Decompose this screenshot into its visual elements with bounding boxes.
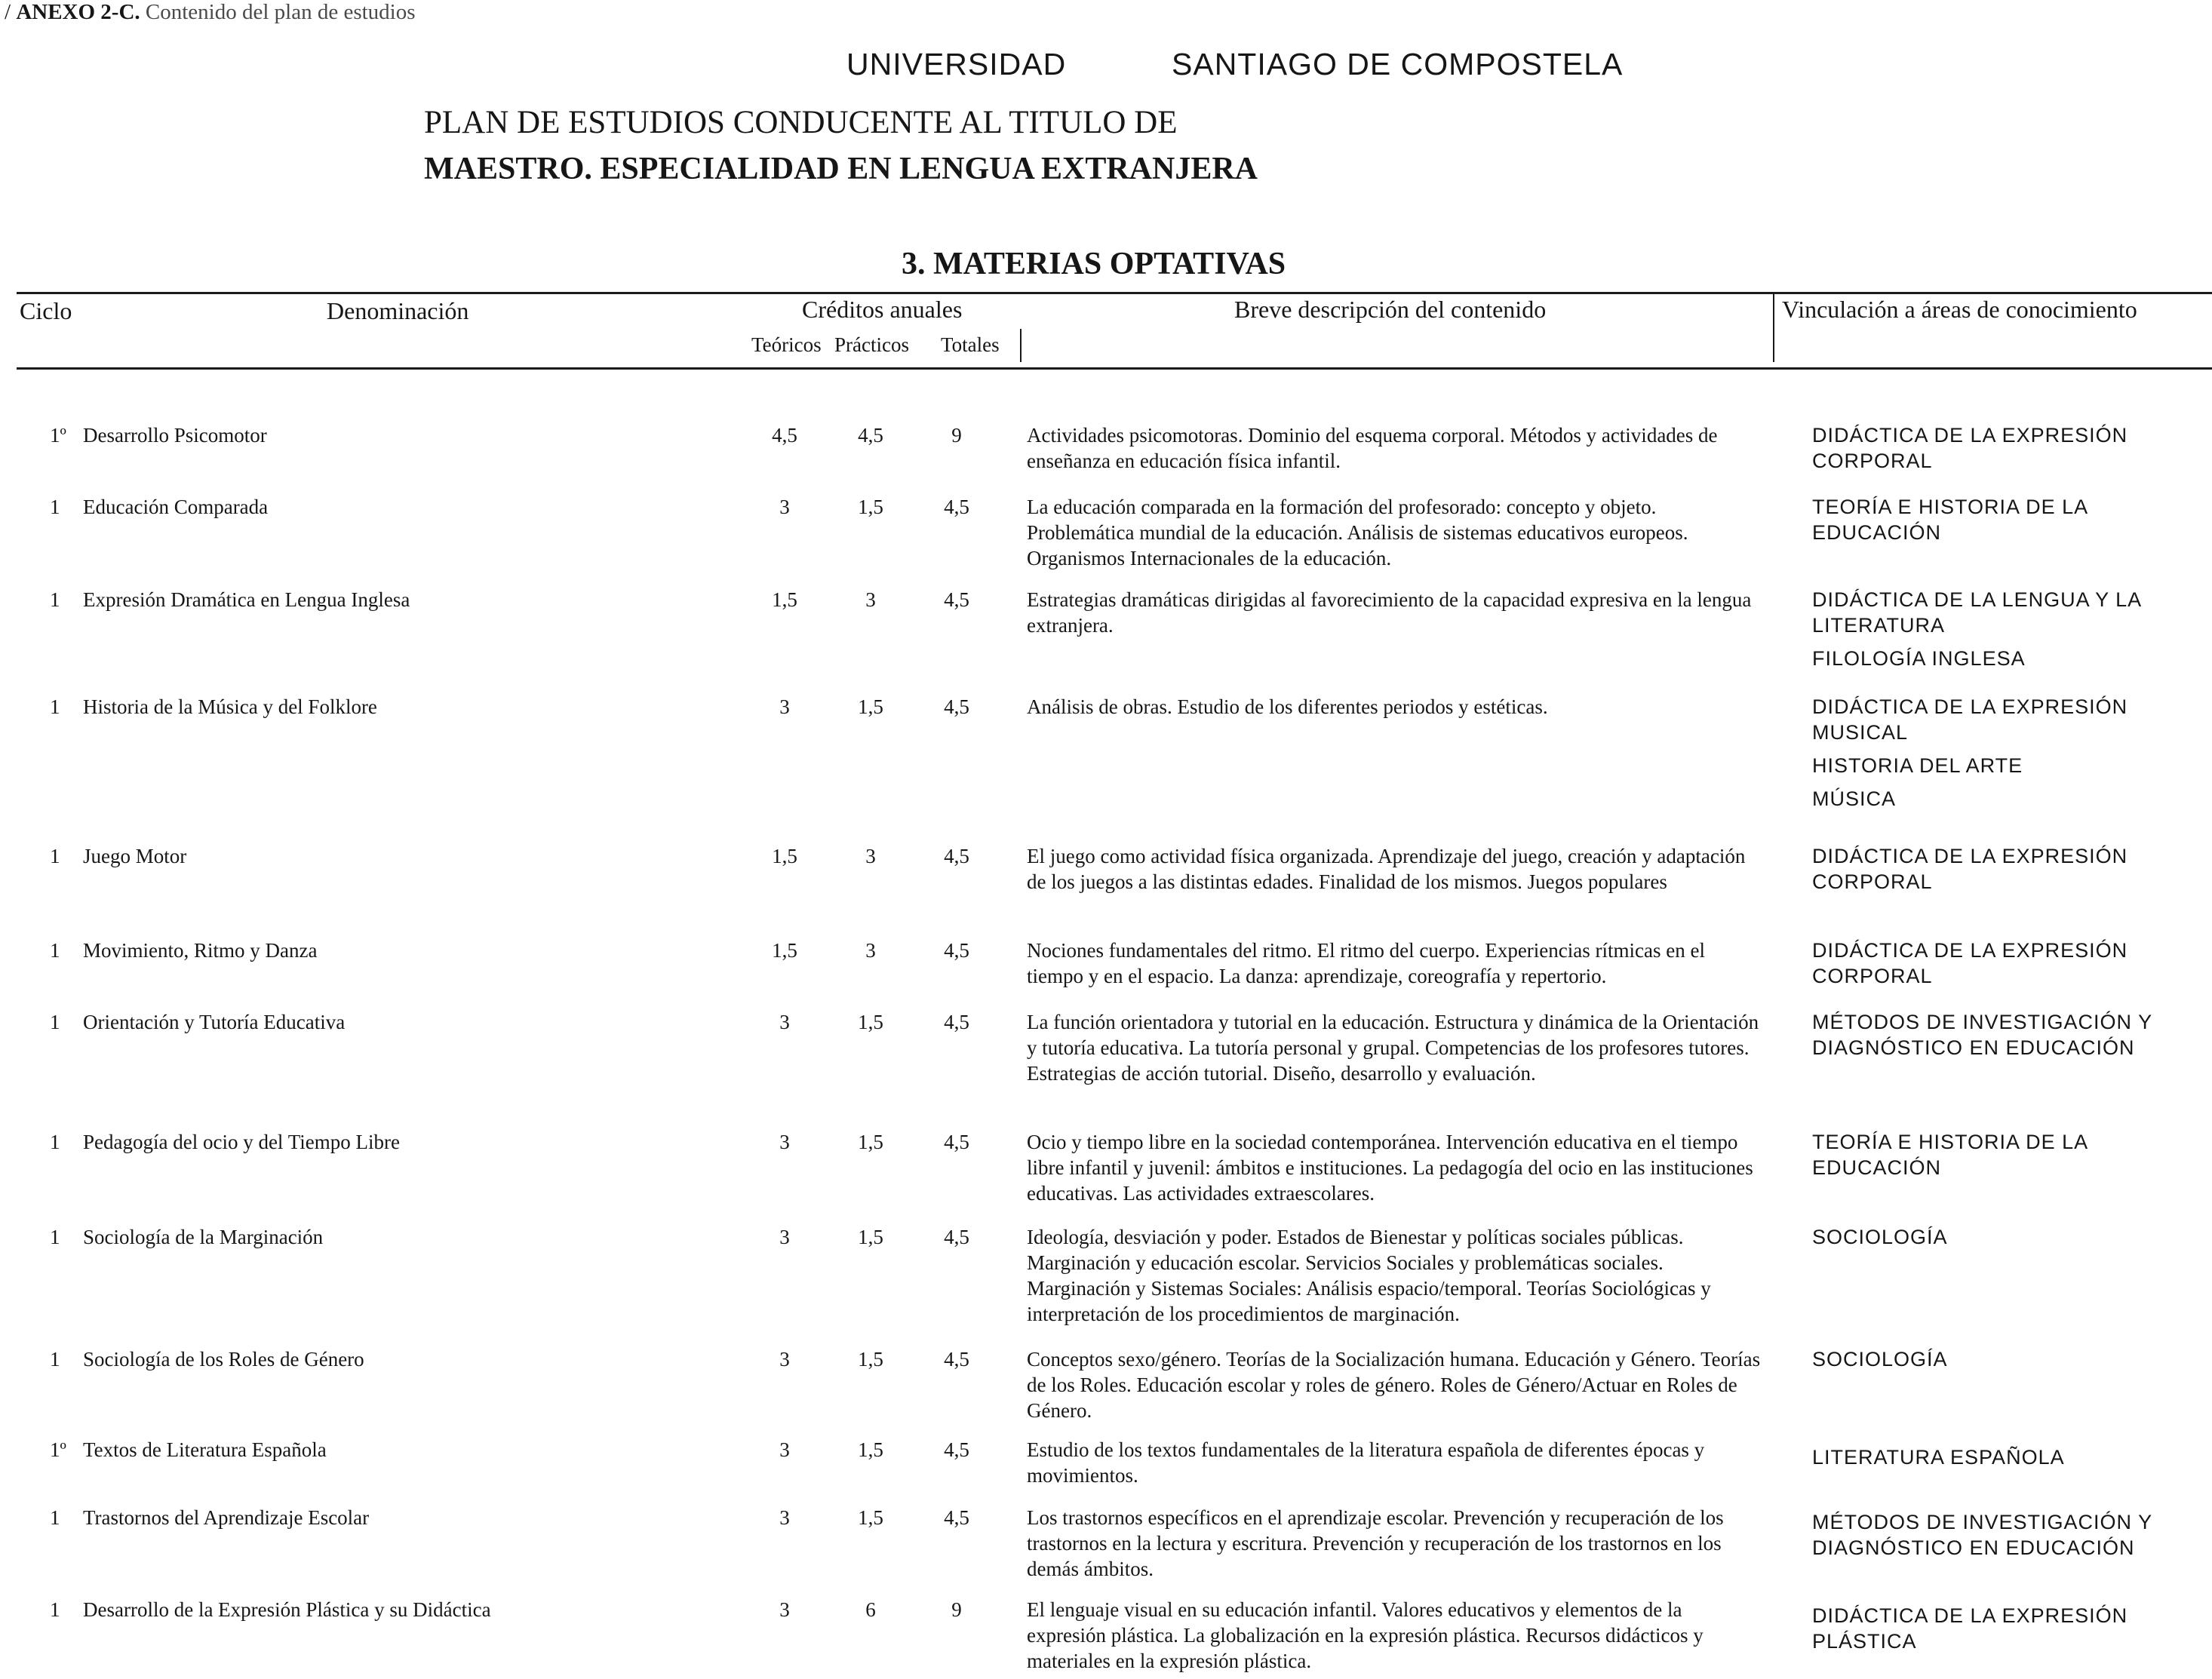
col-header-vinculacion: Vinculación a áreas de conocimiento bbox=[1782, 296, 2137, 323]
ciclo-cell: 1º bbox=[50, 1438, 66, 1461]
practice-credits: 1,5 bbox=[858, 1131, 883, 1153]
ciclo-cell: 1 bbox=[50, 496, 60, 518]
knowledge-area: DIDÁCTICA DE LA EXPRESIÓN CORPORAL bbox=[1812, 424, 2128, 472]
col-header-descripcion: Breve descripción del contenido bbox=[1234, 296, 1547, 323]
course-description: Nociones fundamentales del ritmo. El ritmo del cuerpo. Experiencias rítmicas en el tiempo y en el espacio. La danza: aprendizaje, coreografía y repertorio. bbox=[1027, 939, 1705, 987]
total-credits: 4,5 bbox=[944, 496, 969, 518]
course-description: El lenguaje visual en su educación infantil. Valores educativos y elementos de la expresión plástica. La globalización en la expresión plástica. Recursos didácticos y materiales en la expresión plástica. bbox=[1027, 1598, 1704, 1672]
theory-credits: 1,5 bbox=[772, 845, 797, 867]
practice-credits: 1,5 bbox=[858, 1506, 883, 1529]
knowledge-areas bbox=[1812, 1444, 2204, 1478]
col-header-totales: Totales bbox=[941, 333, 1000, 356]
practice-credits: 1,5 bbox=[858, 1226, 883, 1248]
theory-credits: 3 bbox=[779, 1506, 790, 1529]
course-name: Trastornos del Aprendizaje Escolar bbox=[83, 1506, 370, 1529]
theory-credits: 3 bbox=[779, 1131, 790, 1153]
theory-credits: 1,5 bbox=[772, 588, 797, 611]
total-credits: 4,5 bbox=[944, 1506, 969, 1529]
university-label: UNIVERSIDAD bbox=[846, 47, 1067, 81]
university-name: SANTIAGO DE COMPOSTELA bbox=[1172, 47, 1624, 81]
ciclo-cell: 1 bbox=[50, 845, 60, 867]
table-header-rule bbox=[17, 367, 2212, 370]
total-credits: 4,5 bbox=[944, 939, 969, 962]
ciclo-cell: 1 bbox=[50, 939, 60, 962]
practice-credits: 3 bbox=[865, 845, 876, 867]
course-description: Actividades psicomotoras. Dominio del esquema corporal. Métodos y actividades de enseñanza en educación física infantil. bbox=[1027, 424, 1718, 472]
knowledge-area: FILOLOGÍA INGLESA bbox=[1812, 647, 2026, 670]
header-divider bbox=[1020, 329, 1022, 362]
knowledge-areas bbox=[1812, 694, 2204, 819]
total-credits: 9 bbox=[951, 1598, 962, 1621]
section-title: 3. MATERIAS OPTATIVAS bbox=[902, 247, 1286, 281]
knowledge-area: TEORÍA E HISTORIA DE LA EDUCACIÓN bbox=[1812, 496, 2088, 544]
course-name: Expresión Dramática en Lengua Inglesa bbox=[83, 588, 410, 611]
knowledge-area: TEORÍA E HISTORIA DE LA EDUCACIÓN bbox=[1812, 1131, 2088, 1179]
theory-credits: 3 bbox=[779, 496, 790, 518]
knowledge-area: DIDÁCTICA DE LA EXPRESIÓN CORPORAL bbox=[1812, 939, 2128, 987]
annex-number: ANEXO 2-C. bbox=[16, 0, 140, 24]
practice-credits: 3 bbox=[865, 588, 876, 611]
theory-credits: 3 bbox=[779, 1011, 790, 1033]
col-header-practicos: Prácticos bbox=[834, 333, 909, 356]
course-description: El juego como actividad física organizada. Aprendizaje del juego, creación y adaptación de los juegos a las distintas edades. Finalidad de los mismos. Juegos populares bbox=[1027, 845, 1746, 893]
theory-credits: 1,5 bbox=[772, 939, 797, 962]
course-name: Historia de la Música y del Folklore bbox=[83, 695, 377, 718]
course-name: Desarrollo Psicomotor bbox=[83, 424, 267, 447]
total-credits: 4,5 bbox=[944, 1438, 969, 1461]
knowledge-area: DIDÁCTICA DE LA EXPRESIÓN MUSICAL bbox=[1812, 695, 2128, 744]
knowledge-areas bbox=[1812, 422, 2204, 481]
knowledge-area: SOCIOLOGÍA bbox=[1812, 1226, 1948, 1248]
total-credits: 4,5 bbox=[944, 588, 969, 611]
col-header-denominacion: Denominación bbox=[327, 297, 469, 324]
knowledge-area: SOCIOLOGÍA bbox=[1812, 1348, 1948, 1371]
knowledge-areas bbox=[1812, 1224, 2204, 1257]
ciclo-cell: 1º bbox=[50, 424, 66, 447]
course-description: Ideología, desviación y poder. Estados de Bienestar y políticas sociales públicas. Marginación y educación escolar. Servicios Sociales y problemáticas sociales. Marginación y Sistemas Sociales: Análisis espacio/temporal. Teorías Sociológicas y interpretación de los procedimientos de marginación. bbox=[1027, 1226, 1711, 1325]
course-description: Los trastornos específicos en el aprendizaje escolar. Prevención y recuperación de los trastornos en la lectura y escritura. Prevención y recuperación de los trastornos en los demás ámbitos. bbox=[1027, 1506, 1724, 1580]
course-description: Estudio de los textos fundamentales de la literatura española de diferentes épocas y movimientos. bbox=[1027, 1438, 1705, 1487]
course-name: Pedagogía del ocio y del Tiempo Libre bbox=[83, 1131, 400, 1153]
total-credits: 4,5 bbox=[944, 1131, 969, 1153]
annex-heading: / ANEXO 2-C. Contenido del plan de estudios bbox=[5, 0, 416, 24]
course-name: Movimiento, Ritmo y Danza bbox=[83, 939, 318, 962]
course-description: Conceptos sexo/género. Teorías de la Socialización humana. Educación y Género. Teorías de los Roles. Educación escolar y roles de género. Roles de Género/Actuar en Roles de Género. bbox=[1027, 1348, 1761, 1422]
ciclo-cell: 1 bbox=[50, 695, 60, 718]
course-name: Textos de Literatura Española bbox=[83, 1438, 327, 1461]
ciclo-cell: 1 bbox=[50, 588, 60, 611]
annex-title: Contenido del plan de estudios bbox=[145, 0, 416, 24]
knowledge-area: DIDÁCTICA DE LA LENGUA Y LA LITERATURA bbox=[1812, 588, 2141, 637]
ciclo-cell: 1 bbox=[50, 1506, 60, 1529]
knowledge-areas bbox=[1812, 1509, 2204, 1568]
course-description: Ocio y tiempo libre en la sociedad contemporánea. Intervención educativa en el tiempo libre infantil y juvenil: ámbitos e instituciones. La pedagogía del ocio en las instituciones educativas. Las actividades extraescolares. bbox=[1027, 1131, 1753, 1205]
practice-credits: 6 bbox=[865, 1598, 876, 1621]
course-name: Educación Comparada bbox=[83, 496, 269, 518]
total-credits: 4,5 bbox=[944, 695, 969, 718]
total-credits: 9 bbox=[951, 424, 962, 447]
knowledge-area: DIDÁCTICA DE LA EXPRESIÓN CORPORAL bbox=[1812, 845, 2128, 893]
course-name: Sociología de los Roles de Género bbox=[83, 1348, 364, 1371]
course-name: Sociología de la Marginación bbox=[83, 1226, 324, 1248]
knowledge-area: HISTORIA DEL ARTE bbox=[1812, 754, 2023, 777]
theory-credits: 3 bbox=[779, 1598, 790, 1621]
practice-credits: 1,5 bbox=[858, 1438, 883, 1461]
col-header-creditos: Créditos anuales bbox=[802, 296, 963, 323]
table-top-rule bbox=[17, 292, 2212, 294]
practice-credits: 1,5 bbox=[858, 496, 883, 518]
ciclo-cell: 1 bbox=[50, 1131, 60, 1153]
ciclo-cell: 1 bbox=[50, 1598, 60, 1621]
course-description: La educación comparada en la formación del profesorado: concepto y objeto. Problemática mundial de la educación. Análisis de sistemas educativos europeos. Organismos Internacionales de la educación. bbox=[1027, 496, 1688, 569]
col-header-ciclo: Ciclo bbox=[20, 297, 72, 324]
practice-credits: 4,5 bbox=[858, 424, 883, 447]
course-description: La función orientadora y tutorial en la educación. Estructura y dinámica de la Orientación y tutoría educativa. La tutoría personal y grupal. Competencias de los profesores tutores. Estrategias de acción tutorial. Diseño, desarrollo y evaluación. bbox=[1027, 1011, 1759, 1085]
knowledge-areas bbox=[1812, 843, 2204, 902]
knowledge-area: DIDÁCTICA DE LA EXPRESIÓN PLÁSTICA bbox=[1812, 1604, 2128, 1653]
knowledge-areas bbox=[1812, 1346, 2204, 1380]
knowledge-areas bbox=[1812, 1129, 2204, 1188]
ciclo-cell: 1 bbox=[50, 1011, 60, 1033]
course-name: Orientación y Tutoría Educativa bbox=[83, 1011, 346, 1033]
knowledge-area: MÚSICA bbox=[1812, 787, 1897, 810]
plan-title-line1: PLAN DE ESTUDIOS CONDUCENTE AL TITULO DE bbox=[424, 105, 1178, 140]
practice-credits: 1,5 bbox=[858, 1348, 883, 1371]
ciclo-cell: 1 bbox=[50, 1348, 60, 1371]
knowledge-area: MÉTODOS DE INVESTIGACIÓN Y DIAGNÓSTICO EN EDUCACIÓN bbox=[1812, 1011, 2152, 1059]
knowledge-areas bbox=[1812, 938, 2204, 996]
practice-credits: 3 bbox=[865, 939, 876, 962]
total-credits: 4,5 bbox=[944, 1011, 969, 1033]
practice-credits: 1,5 bbox=[858, 1011, 883, 1033]
theory-credits: 4,5 bbox=[772, 424, 797, 447]
total-credits: 4,5 bbox=[944, 1226, 969, 1248]
course-description: Análisis de obras. Estudio de los diferentes periodos y estéticas. bbox=[1027, 695, 1548, 718]
header-divider bbox=[1773, 294, 1774, 362]
course-name: Desarrollo de la Expresión Plástica y su Didáctica bbox=[83, 1598, 491, 1621]
knowledge-areas bbox=[1812, 494, 2204, 553]
theory-credits: 3 bbox=[779, 695, 790, 718]
knowledge-area: MÉTODOS DE INVESTIGACIÓN Y DIAGNÓSTICO EN EDUCACIÓN bbox=[1812, 1511, 2152, 1559]
plan-title-line2: MAESTRO. ESPECIALIDAD EN LENGUA EXTRANJERA bbox=[424, 152, 1258, 186]
col-header-teoricos: Teóricos bbox=[751, 333, 822, 356]
course-name: Juego Motor bbox=[83, 845, 187, 867]
theory-credits: 3 bbox=[779, 1348, 790, 1371]
knowledge-areas bbox=[1812, 1009, 2204, 1068]
practice-credits: 1,5 bbox=[858, 695, 883, 718]
total-credits: 4,5 bbox=[944, 1348, 969, 1371]
ciclo-cell: 1 bbox=[50, 1226, 60, 1248]
theory-credits: 3 bbox=[779, 1226, 790, 1248]
course-description: Estrategias dramáticas dirigidas al favorecimiento de la capacidad expresiva en la lengua extranjera. bbox=[1027, 588, 1752, 637]
knowledge-area: LITERATURA ESPAÑOLA bbox=[1812, 1446, 2065, 1469]
theory-credits: 3 bbox=[779, 1438, 790, 1461]
knowledge-areas bbox=[1812, 1603, 2204, 1662]
total-credits: 4,5 bbox=[944, 845, 969, 867]
knowledge-areas bbox=[1812, 587, 2204, 679]
